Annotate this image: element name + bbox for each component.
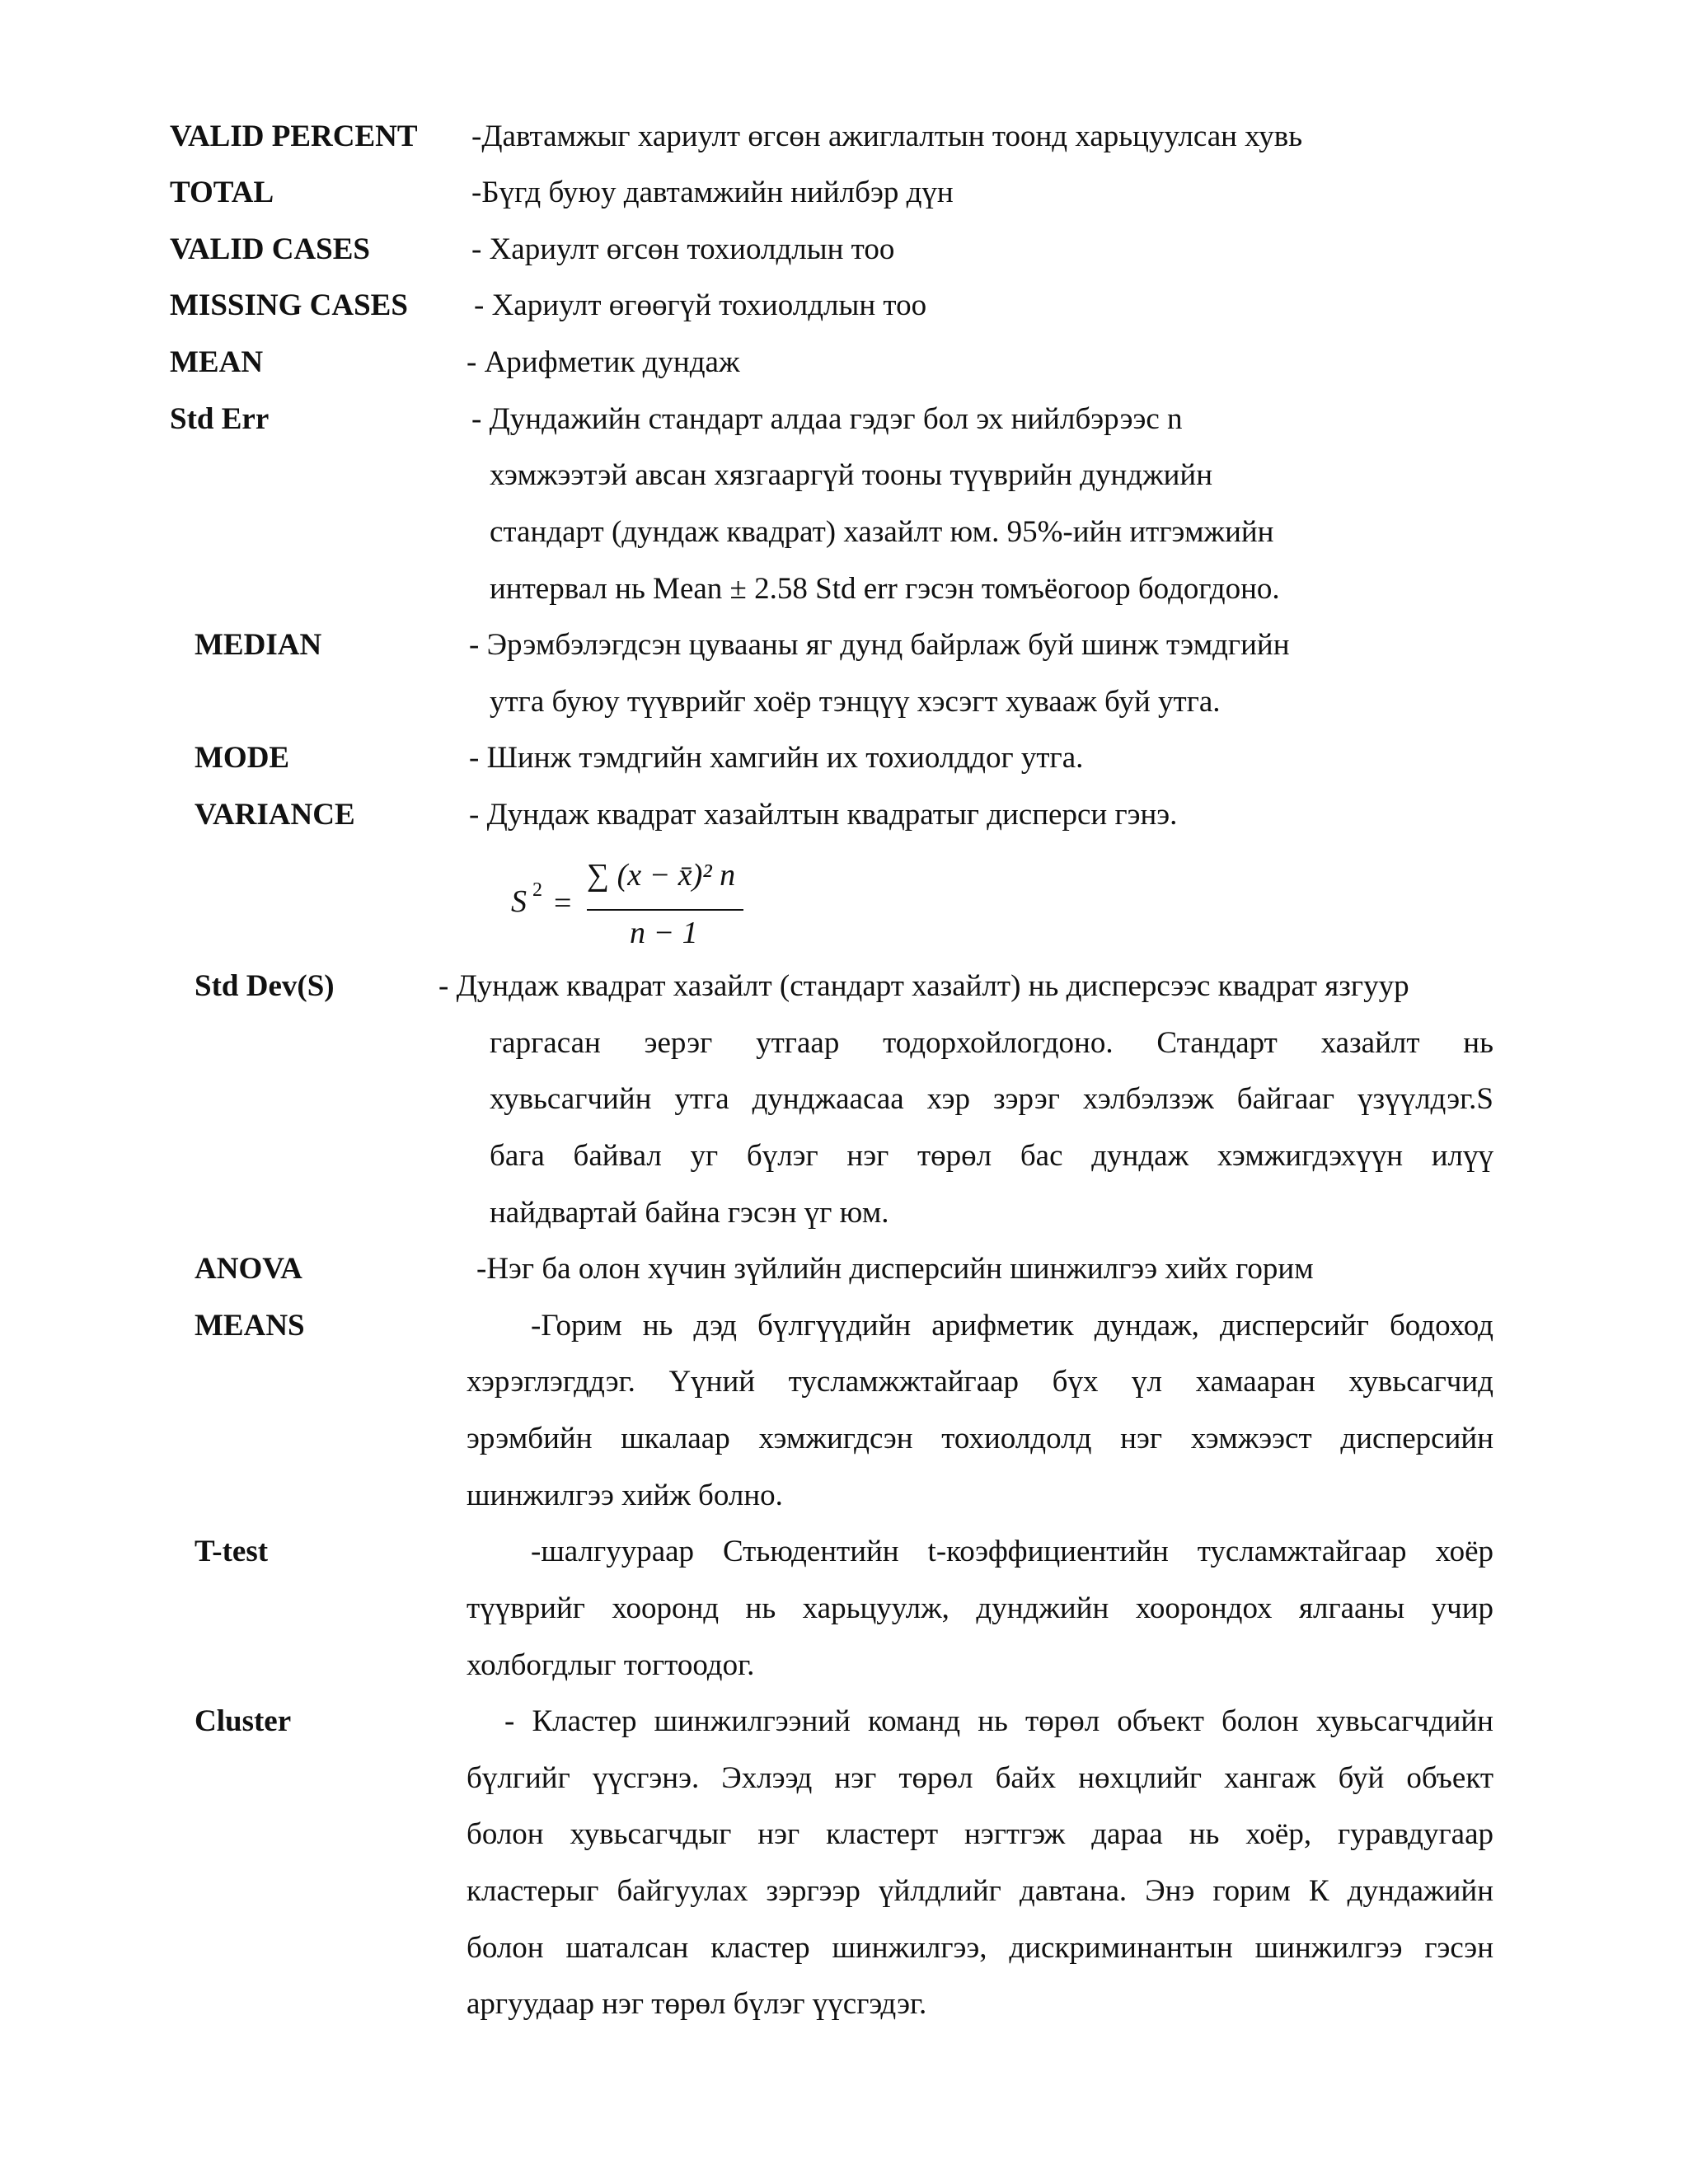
definition-valid-cases: - Хариулт өгсөн тохиолдлын тоо — [471, 232, 895, 266]
definition-cluster-line-4: кластерыг байгуулах зэргээр үйлдлийг давтана. Энэ горим К дундажийн — [467, 1874, 1493, 1908]
definition-t-test-line-1: -шалгуураар Стьюдентийн t-коэффициентийн тусламжтайгаар хоёр — [531, 1535, 1493, 1568]
term-mean: MEAN — [170, 345, 264, 379]
definition-means-line-3: эрэмбийн шкалаар хэмжигдсэн тохиолдолд нэг хэмжээст дисперсийн — [467, 1422, 1493, 1455]
definition-t-test-line-3: холбогдлыг тогтоодог. — [467, 1648, 755, 1682]
definition-t-test-line-2: түүврийг хооронд нь харьцуулж, дунджийн хоорондох ялгааны учир — [467, 1591, 1493, 1625]
definition-cluster-line-5: болон шаталсан кластер шинжилгээ, дискриминантын шинжилгээ гэсэн — [467, 1931, 1493, 1965]
term-missing-cases: MISSING CASES — [170, 288, 408, 322]
definition-std-dev-line-1: - Дундаж квадрат хазайлт (стандарт хазайлт) нь дисперсээс квадрат язгуур — [438, 969, 1409, 1003]
definition-median-line-1: - Эрэмбэлэгдсэн цувааны яг дунд байрлаж буй шинж тэмдгийн — [469, 628, 1290, 662]
definition-std-err-line-3: стандарт (дундаж квадрат) хазайлт юм. 95%-ийн итгэмжийн — [490, 515, 1274, 549]
variance-formula — [504, 857, 752, 956]
definition-std-dev-line-2: гаргасан эерэг утгаар тодорхойлогдоно. Стандарт хазайлт нь — [490, 1026, 1493, 1060]
term-t-test: T-test — [195, 1535, 269, 1568]
term-valid-percent: VALID PERCENT — [170, 120, 418, 153]
definition-means-line-2: хэрэглэгддэг. Үүний тусламжжтайгаар бүх үл хамааран хувьсагчид — [467, 1365, 1493, 1399]
formula-lhs: S — [511, 884, 527, 919]
definition-cluster-line-2: бүлгийг үүсгэнэ. Эхлээд нэг төрөл байх нөхцлийг хангаж буй объект — [467, 1761, 1493, 1795]
definition-valid-percent: -Давтамжыг хариулт өгсөн ажиглалтын тоонд харьцуулсан хувь — [471, 120, 1303, 153]
definition-means-line-4: шинжилгээ хийж болно. — [467, 1479, 783, 1512]
term-mode: MODE — [195, 741, 290, 775]
definition-total: -Бүгд буюу давтамжийн нийлбэр дүн — [471, 176, 954, 209]
formula-fraction-bar — [587, 909, 743, 911]
definition-missing-cases: - Хариулт өгөөгүй тохиолдлын тоо — [474, 288, 927, 322]
formula-denominator: n − 1 — [630, 916, 698, 950]
definition-std-dev-line-3: хувьсагчийн утга дунджаасаа хэр зэрэг хэлбэлзэж байгааг үзүүлдэг.S — [490, 1082, 1493, 1116]
definition-cluster-line-1: - Кластер шинжилгээний команд нь төрөл объект болон хувьсагчдийн — [504, 1704, 1493, 1738]
term-valid-cases: VALID CASES — [170, 232, 370, 266]
formula-equals: = — [554, 886, 572, 921]
definition-std-err-line-1: - Дундажийн стандарт алдаа гэдэг бол эх нийлбэрээс n — [471, 402, 1183, 436]
definition-std-dev-line-5: найдвартай байна гэсэн үг юм. — [490, 1196, 889, 1230]
term-means: MEANS — [195, 1309, 305, 1343]
definition-variance: - Дундаж квадрат хазайлтын квадратыг дисперси гэнэ. — [469, 798, 1178, 832]
definition-mode: - Шинж тэмдгийн хамгийн их тохиолддог утга. — [469, 741, 1084, 775]
term-variance: VARIANCE — [195, 798, 355, 832]
term-std-err: Std Err — [170, 402, 270, 436]
definition-std-err-line-2: хэмжээтэй авсан хязгааргүй тооны түүврийн дунджийн — [490, 458, 1213, 492]
definition-median-line-2: утга буюу түүврийг хоёр тэнцүү хэсэгт хувааж буй утга. — [490, 685, 1221, 719]
definition-means-line-1: -Горим нь дэд бүлгүүдийн арифметик дундаж, дисперсийг бодоход — [531, 1309, 1493, 1343]
definition-cluster-line-3: болон хувьсагчдыг нэг кластерт нэгтгэж дараа нь хоёр, гуравдугаар — [467, 1817, 1493, 1851]
definition-anova: -Нэг ба олон хүчин зүйлийн дисперсийн шинжилгээ хийх горим — [476, 1252, 1314, 1286]
definition-mean: - Арифметик дундаж — [467, 345, 740, 379]
term-median: MEDIAN — [195, 628, 322, 662]
definition-std-err-line-4: интервал нь Mean ± 2.58 Std err гэсэн томъёогоор бодогдоно. — [490, 572, 1280, 606]
term-anova: ANOVA — [195, 1252, 302, 1286]
formula-lhs-exponent: 2 — [532, 879, 542, 901]
definition-cluster-line-6: аргуудаар нэг төрөл бүлэг үүсгэдэг. — [467, 1987, 927, 2021]
term-std-dev: Std Dev(S) — [195, 969, 335, 1003]
term-total: TOTAL — [170, 176, 274, 209]
definition-std-dev-line-4: бага байвал уг бүлэг нэг төрөл бас дундаж хэмжигдэхүүн илүү — [490, 1139, 1493, 1173]
term-cluster: Cluster — [195, 1704, 292, 1738]
formula-numerator: ∑ (x − x̄)² n — [587, 858, 736, 893]
